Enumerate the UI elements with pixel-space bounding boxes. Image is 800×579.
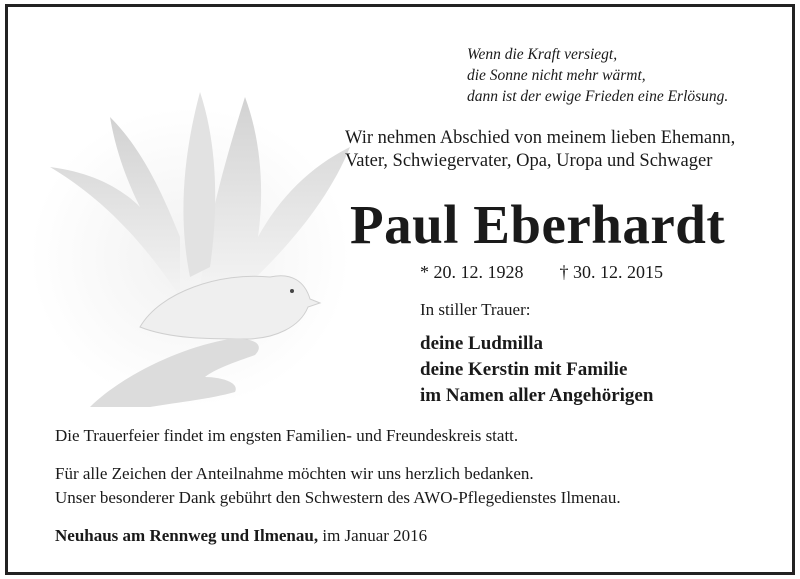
- mourner: deine Kerstin mit Familie: [420, 359, 628, 380]
- poem-line: dann ist der ewige Frieden eine Erlösung.: [467, 88, 729, 105]
- birth-date: * 20. 12. 1928: [420, 262, 524, 282]
- poem-line: die Sonne nicht mehr wärmt,: [467, 67, 646, 84]
- dove-icon: [30, 77, 360, 407]
- place-date-line: [55, 524, 427, 548]
- farewell-intro: [345, 127, 735, 173]
- intro-line: Vater, Schwiegervater, Opa, Uropa und Schwager: [345, 151, 713, 171]
- thanks-line: Für alle Zeichen der Anteilnahme möchten wir uns herzlich bedanken.: [55, 464, 534, 483]
- mourning-label: In stiller Trauer:: [420, 300, 531, 319]
- life-dates: [420, 262, 663, 283]
- intro-line: Wir nehmen Abschied von meinem lieben Ehemann,: [345, 128, 736, 148]
- mourner: deine Ludmilla: [420, 333, 543, 354]
- thanks-line: Unser besonderer Dank gebührt den Schwestern des AWO-Pflegedienstes Ilmenau.: [55, 488, 621, 507]
- date-line: im Januar 2016: [318, 526, 428, 545]
- deceased-name: Paul Eberhardt: [350, 194, 726, 255]
- mourners-list: [420, 331, 653, 409]
- poem: [467, 44, 728, 107]
- place: Neuhaus am Rennweg und Ilmenau,: [55, 526, 319, 545]
- thanks-text: [55, 462, 621, 510]
- mourner: im Namen aller Angehörigen: [420, 385, 654, 406]
- poem-line: Wenn die Kraft versiegt,: [467, 46, 618, 63]
- funeral-note: Die Trauerfeier findet im engsten Familien- und Freundeskreis statt.: [55, 426, 519, 445]
- obituary-frame: [5, 4, 795, 575]
- death-date: † 30. 12. 2015: [559, 262, 663, 282]
